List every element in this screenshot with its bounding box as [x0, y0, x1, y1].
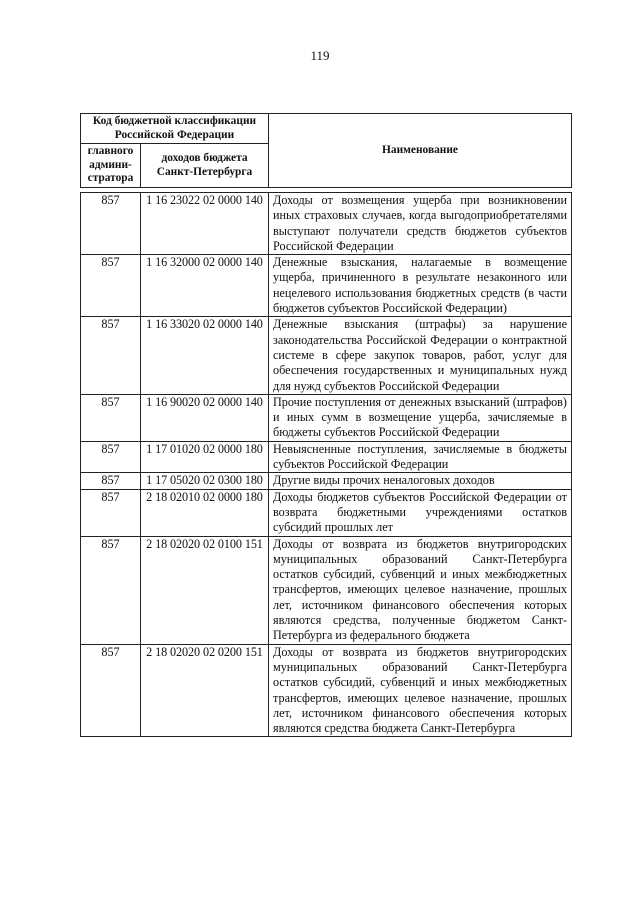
income-code-cell: 2 18 02020 02 0200 151: [141, 644, 269, 737]
income-code-cell: 1 16 32000 02 0000 140: [141, 255, 269, 317]
table-row: [81, 644, 572, 737]
table-row: [81, 193, 572, 255]
page-number: 119: [310, 48, 330, 63]
income-code-cell: 1 16 90020 02 0000 140: [141, 394, 269, 441]
name-cell: Прочие поступления от денежных взысканий (штрафов) и иных сумм в возмещение ущерба, зачисляемые в бюджеты субъектов Российской Федерации: [269, 394, 572, 441]
income-code-cell: 1 16 23022 02 0000 140: [141, 193, 269, 255]
table-row: [81, 489, 572, 536]
name-cell: Доходы от возврата из бюджетов внутригородских муниципальных образований Санкт-Петербурга остатков субсидий, субвенций и иных межбюджетных трансфертов, имеющих целевое назначение, прошлых лет, источником финансового обеспечения которых являются средства бюджета Санкт-Петербурга: [269, 644, 572, 737]
table-row: [81, 317, 572, 394]
name-cell: Доходы бюджетов субъектов Российской Федерации от возврата бюджетными учреждениями остатков субсидий прошлых лет: [269, 489, 572, 536]
table-row: [81, 536, 572, 644]
name-cell: Другие виды прочих неналоговых доходов: [269, 473, 572, 489]
admin-code-cell: 857: [81, 193, 141, 255]
income-code-cell: 1 17 01020 02 0000 180: [141, 441, 269, 473]
classification-title: Код бюджетной классификации Российской Федерации: [81, 114, 269, 144]
table-row: [81, 394, 572, 441]
admin-code-cell: 857: [81, 255, 141, 317]
table-row: [81, 473, 572, 489]
admin-code-cell: 857: [81, 473, 141, 489]
name-cell: Доходы от возврата из бюджетов внутригородских муниципальных образований Санкт-Петербурга остатков субсидий, субвенций и иных межбюджетных трансфертов, имеющих целевое назначение, прошлых лет, источником финансового обеспечения которых являются средства, полученные бюджетом Санкт-Петербурга из федерального бюджета: [269, 536, 572, 644]
admin-code-cell: 857: [81, 441, 141, 473]
admin-code-cell: 857: [81, 536, 141, 644]
admin-code-cell: 857: [81, 644, 141, 737]
admin-code-cell: 857: [81, 317, 141, 394]
name-cell: Доходы от возмещения ущерба при возникновении иных страховых случаев, когда выгодоприобретателями выступают получатели средств бюджетов субъектов Российской Федерации: [269, 193, 572, 255]
name-cell: Невыясненные поступления, зачисляемые в бюджеты субъектов Российской Федерации: [269, 441, 572, 473]
income-code-cell: 1 16 33020 02 0000 140: [141, 317, 269, 394]
admin-code-cell: 857: [81, 394, 141, 441]
admin-code-cell: 857: [81, 489, 141, 536]
table-row: [81, 441, 572, 473]
table-header: [80, 113, 572, 188]
income-code-cell: 1 17 05020 02 0300 180: [141, 473, 269, 489]
column-header-name: Наименование: [269, 114, 572, 188]
name-cell: Денежные взыскания, налагаемые в возмещение ущерба, причиненного в результате незаконного или нецелевого использования бюджетных средств (в части бюджетов субъектов Российской Федерации): [269, 255, 572, 317]
column-header-income: доходов бюджета Санкт-Петербурга: [141, 144, 269, 188]
name-cell: Денежные взыскания (штрафы) за нарушение законодательства Российской Федерации о контрактной системе в сфере закупок товаров, работ, услуг для обеспечения государственных и муниципальных нужд для нужд субъектов Российской Федерации: [269, 317, 572, 394]
revenue-table: [80, 192, 572, 737]
income-code-cell: 2 18 02020 02 0100 151: [141, 536, 269, 644]
table-row: [81, 255, 572, 317]
income-code-cell: 2 18 02010 02 0000 180: [141, 489, 269, 536]
column-header-admin: главного админи-стратора: [81, 144, 141, 188]
